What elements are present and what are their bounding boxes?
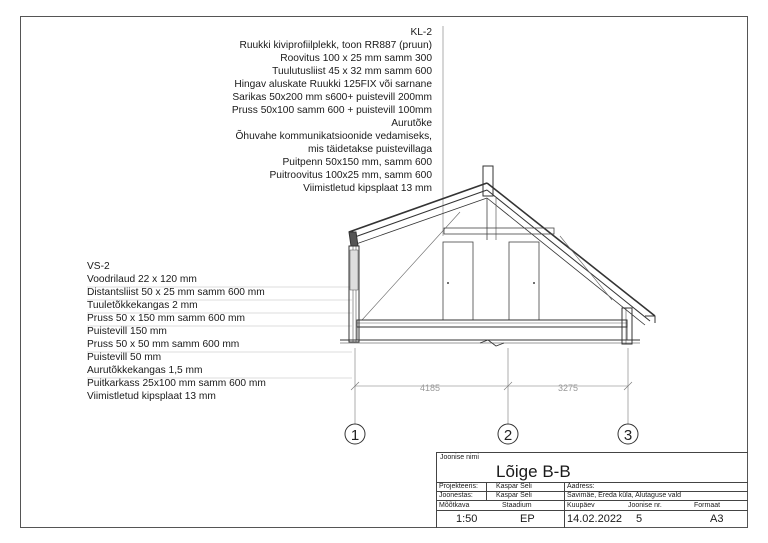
roof-note-line: Pruss 50x100 samm 600 + puistevill 100mm (231, 105, 432, 116)
scale-value: 1:50 (456, 513, 478, 525)
floor-slab (340, 320, 640, 346)
wall-note-line: Puitkarkass 25x100 mm samm 600 mm (87, 378, 266, 389)
stage-value: EP (520, 513, 535, 525)
roof-note-line: Õhuvahe kommunikatsioonide vedamiseks, (235, 131, 432, 142)
roof-note-line: Tuulutusliist 45 x 32 mm samm 600 (272, 66, 432, 77)
roof-right-slope (487, 183, 655, 325)
wall-note-line: Viimistletud kipsplaat 13 mm (87, 391, 216, 402)
door-2-handle (533, 282, 535, 284)
wall-note-line: Tuuletõkkekangas 2 mm (87, 300, 198, 311)
wall-note-line: Aurutõkkekangas 1,5 mm (87, 365, 203, 376)
sheet-no-label: Joonise nr. (628, 502, 662, 509)
roof-note-line: Sarikas 50x200 mm s600+ puistevill 200mm (232, 92, 432, 103)
wall-note-line: Pruss 50 x 150 mm samm 600 mm (87, 313, 245, 324)
chimney (483, 166, 493, 196)
grid-axis-lines (351, 348, 632, 424)
wall-layer-notes (87, 260, 266, 403)
axis-label-1: 1 (350, 427, 360, 444)
format-label: Formaat (694, 502, 721, 509)
wall-note-line: Voodrilaud 22 x 120 mm (87, 274, 197, 285)
title-block (436, 452, 748, 528)
axis-label-3: 3 (623, 427, 633, 444)
wall-note-line: Distantsliist 50 x 25 mm samm 600 mm (87, 287, 265, 298)
roof-note-line: KL-2 (410, 27, 432, 38)
date-value: 14.02.2022 (567, 513, 623, 525)
wall-note-line: Pruss 50 x 50 mm samm 600 mm (87, 339, 240, 350)
drawing-name: Lõige B-B (496, 462, 571, 481)
roof-layer-notes (232, 26, 432, 195)
roof-note-line: Aurutõke (391, 118, 432, 129)
left-wall (349, 246, 359, 342)
stage-label: Staadium (502, 502, 532, 509)
roof-note-line: Puitpenn 50x150 mm, samm 600 (282, 157, 432, 168)
dimension-2: 3275 (557, 383, 579, 393)
wall-note-line: Puistevill 150 mm (87, 326, 167, 337)
roof-note-line: mis täidetakse puistevillaga (307, 144, 432, 155)
roof-note-line: Viimistletud kipsplaat 13 mm (303, 183, 432, 194)
format-value: A3 (710, 513, 724, 525)
wall-note-line: Puistevill 50 mm (87, 352, 162, 363)
axis-label-2: 2 (503, 427, 513, 444)
drafter: Kaspar Seli (496, 492, 532, 499)
drafter-label: Joonestas: (439, 492, 473, 499)
roof-note-line: Puitroovitus 100x25 mm, samm 600 (269, 170, 432, 181)
designer: Kaspar Seli (496, 483, 532, 490)
brace-left (362, 212, 460, 320)
door-1-handle (447, 282, 449, 284)
scale-label: Mõõtkava (439, 502, 470, 509)
dimension-1: 4185 (419, 383, 441, 393)
wall-note-line: VS-2 (87, 261, 110, 272)
designer-label: Projekteeris: (439, 483, 478, 490)
address: Savimäe, Ereda küla, Alutaguse vald (567, 492, 682, 499)
door-1 (443, 242, 473, 320)
brace-right (560, 236, 612, 300)
sheet-no-value: 5 (636, 513, 643, 525)
grid-axis-markers (345, 424, 638, 444)
date-label: Kuupäev (567, 502, 595, 509)
roof-note-line: Roovitus 100 x 25 mm samm 300 (280, 53, 432, 64)
roof-note-line: Ruukki kiviprofiilplekk, toon RR887 (pruun) (239, 40, 432, 51)
roof-note-line: Hingav aluskate Ruukki 125FIX või sarnane (234, 79, 432, 90)
drawing-name-label: Joonise nimi (440, 454, 479, 461)
door-2 (509, 242, 539, 320)
address-label: Aadress: (567, 483, 595, 490)
